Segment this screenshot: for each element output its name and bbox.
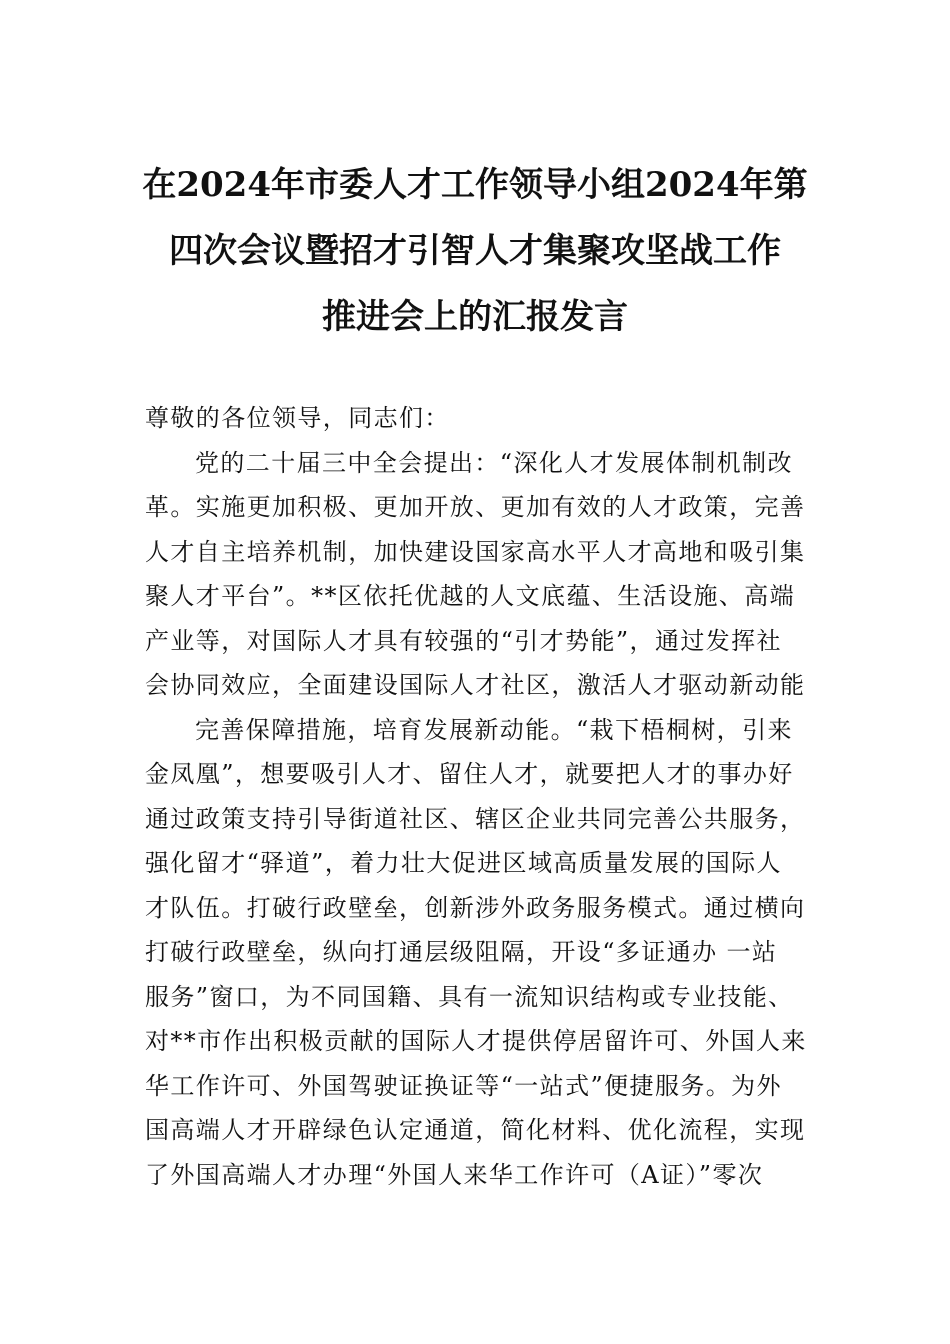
text-line: 会协同效应，全面建设国际人才社区，激活人才驱动新动能: [145, 671, 806, 699]
text-line: 人才自主培养机制，加快建设国家高水平人才高地和吸引集: [145, 537, 806, 566]
text-line: 革。实施更加积极、更加开放、更加有效的人才政策，完善: [145, 493, 806, 521]
title-line: 在2024年市委人才工作领导小组2024年第: [142, 165, 808, 205]
paragraph-1: [145, 441, 825, 708]
document-body: [145, 396, 825, 1197]
text-line: 强化留才“驿道”，着力壮大促进区域高质量发展的国际人: [145, 849, 782, 877]
document-title: [120, 152, 830, 350]
text-line: 产业等，对国际人才具有较强的“引才势能”，通过发挥社: [145, 626, 782, 655]
text-line: 金凤凰”，想要吸引人才、留住人才，就要把人才的事办好: [145, 760, 794, 788]
text-line: 打破行政壁垒，纵向打通层级阻隔，开设“多证通办 一站: [145, 938, 778, 966]
salutation: 尊敬的各位领导，同志们：: [145, 404, 450, 432]
text-line: 了外国高端人才办理“外国人来华工作许可（A证）”零次: [145, 1160, 764, 1189]
title-line: 四次会议暨招才引智人才集聚攻坚战工作: [169, 231, 781, 271]
text-line: 对**市作出积极贡献的国际人才提供停居留许可、外国人来: [145, 1027, 807, 1055]
text-line: 聚人才平台”。**区依托优越的人文底蕴、生活设施、高端: [145, 582, 796, 610]
text-line: 华工作许可、外国驾驶证换证等“一站式”便捷服务。为外: [145, 1071, 782, 1100]
text-line: 完善保障措施，培育发展新动能。“栽下梧桐树，引来: [195, 715, 793, 744]
title-line: 推进会上的汇报发言: [322, 297, 628, 337]
text-line: 服务”窗口，为不同国籍、具有一流知识结构或专业技能、: [145, 982, 794, 1011]
text-line: 才队伍。打破行政壁垒，创新涉外政务服务模式。通过横向: [145, 893, 806, 922]
text-line: 国高端人才开辟绿色认定通道，简化材料、优化流程，实现: [145, 1116, 806, 1144]
paragraph-2: [145, 708, 825, 1198]
text-line: 党的二十届三中全会提出：“深化人才发展体制机制改: [195, 448, 793, 477]
text-line: 通过政策支持引导街道社区、辖区企业共同完善公共服务，: [145, 804, 806, 833]
